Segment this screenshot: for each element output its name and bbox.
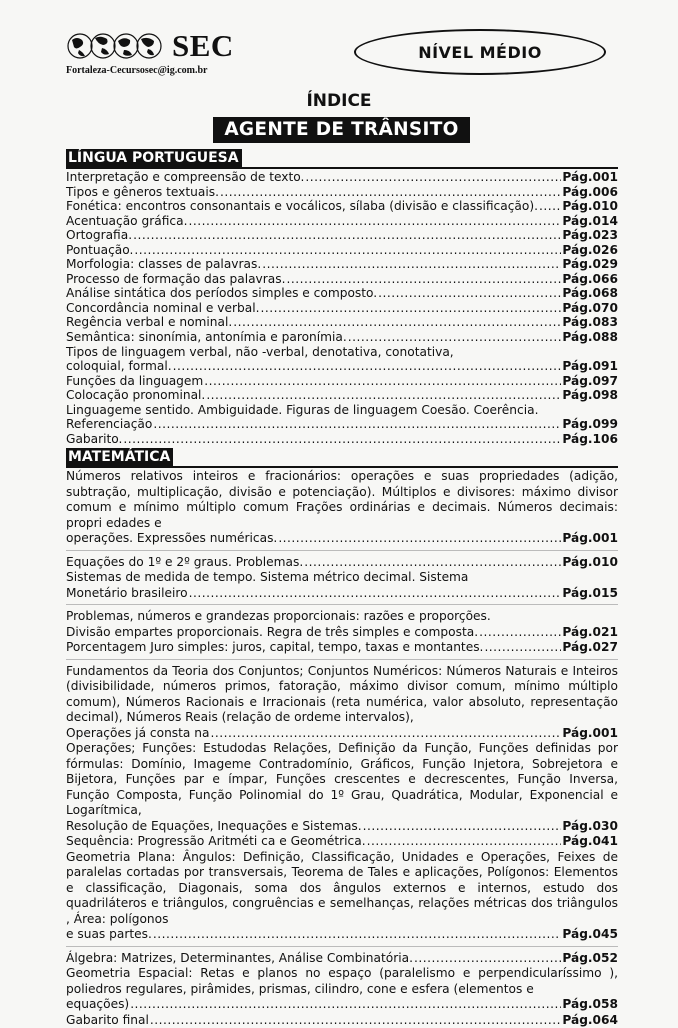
toc-entry: Pontuação. ..... Pág.026 xyxy=(66,243,618,258)
toc-text: Tipos de linguagem verbal, não -verbal, denotativa, conotativa, xyxy=(66,344,454,359)
toc-text: Linguageme sentido. Ambiguidade. Figuras de linguagem Coesão. Coerência. xyxy=(66,402,539,417)
toc-entry: Semântica: sinonímia, antonímia e paronímia. ..... Pág.088 xyxy=(66,330,618,345)
page-header xyxy=(0,0,678,90)
exam-title: AGENTE DE TRÂNSITO xyxy=(213,117,470,143)
section-title-math: MATEMÁTICA xyxy=(66,448,173,466)
brand-name: SEC xyxy=(172,28,234,63)
toc-entry: Processo de formação das palavras. ..... Pág.066 xyxy=(66,272,618,287)
toc-entry: Colocação pronominal. ..... Pág.098 xyxy=(66,388,618,403)
toc-paragraph: Fundamentos da Teoria dos Conjuntos; Conjuntos Numéricos: Números Naturais e Inteiros (divisibilidade, números primos, fatoração, máximo divisor comum, mínimo múltiplo comum), Números Racionais e Irracionais (reta numérica, valor absoluto, representação decimal), Números Reais (relação de ordeme intervalos), Operações já consta na ..... Pág.001 xyxy=(66,664,618,742)
toc-entry: Tipos e gêneros textuais. ..... Pág.006 xyxy=(66,185,618,200)
toc-entry: Interpretação e compreensão de texto. ..... Pág.001 xyxy=(66,170,618,185)
toc-paragraph: Operações; Funções: Estudodas Relações, Definição da Função, Funções definidas por fórmulas: Domínio, Imageme Contradomínio, Gráficos, Função Injetora, Sobrejetora e Bijetora, Funções par e ímpar, Funções crescentes e decrescentes, Função Inversa, Função Composta, Função Polinomial do 1º Grau, Quadrática, Modular, Exponencial e Logarítmica, Resolução de Equações, Inequações e Sistemas. ..... Pág.030 Sequência: Progressão Aritméti ca e Geométrica. ..... Pág.041 xyxy=(66,741,618,850)
toc-paragraph: Problemas, números e grandezas proporcionais: razões e proporções. Divisão empartes proporcionais. Regra de três simples e composta. ..... Pág.021 Porcentagem Juro simples: juros, capital, tempo, taxas e montantes. ..... Pág.027 xyxy=(66,609,618,656)
level-label: NÍVEL MÉDIO xyxy=(418,42,542,62)
toc-entry: Concordância nominal e verbal. ..... Pág.070 xyxy=(66,301,618,316)
contact-email: Fortaleza-Cecursosec@ig.com.br xyxy=(66,65,208,76)
toc-entry: Acentuação gráfica. ..... Pág.014 xyxy=(66,214,618,229)
section-rule xyxy=(66,167,618,169)
toc-entry: Análise sintática dos períodos simples e composto. ..... Pág.068 xyxy=(66,286,618,301)
divider xyxy=(66,946,618,947)
index-title: ÍNDICE xyxy=(306,91,372,111)
divider xyxy=(66,604,618,605)
toc-entry: Ortografia. ..... Pág.023 xyxy=(66,228,618,243)
globes-logo-icon xyxy=(66,28,176,64)
toc-entry: Funções da linguagem ..... Pág.097 xyxy=(66,374,618,389)
toc-paragraph: Geometria Espacial: Retas e planos no espaço (paralelismo e perpendicularíssimo ), poliedros regulares, pirâmides, prismas, cilindro, cone e esfera (elementos e equações) ..... Pág.058 Gabarito final ..... Pág.064 xyxy=(66,966,618,1028)
toc-paragraph: Geometria Plana: Ângulos: Definição, Classificação, Unidades e Operações, Feixes de paralelas cortadas por transversais, Teorema de Tales e aplicações, Polígonos: Elementos e classificação, Diagonais, soma dos ângulos externos e internos, estudo dos quadriláteros e triângulos, congruências e semelhanças, relações métricas dos triângulos , Área: polígonos e suas partes. ..... Pág.045 xyxy=(66,850,618,943)
section-title-portuguese: LÍNGUA PORTUGUESA xyxy=(66,149,242,167)
level-badge xyxy=(354,29,606,75)
divider xyxy=(66,659,618,660)
toc-entry: Morfologia: classes de palavras. ..... Pág.029 xyxy=(66,257,618,272)
toc-paragraph: Álgebra: Matrizes, Determinantes, Análise Combinatória. ..... Pág.052 xyxy=(66,951,618,967)
toc-paragraph: Sistemas de medida de tempo. Sistema métrico decimal. Sistema Monetário brasileiro ..... Pág.015 xyxy=(66,570,618,601)
index-content xyxy=(66,147,618,1028)
toc-entry: Regência verbal e nominal. ..... Pág.083 xyxy=(66,315,618,330)
toc-paragraph: Números relativos inteiros e fracionários: operações e suas propriedades (adição, subtração, multiplicação, divisão e potenciação). Múltiplos e divisores: máximo divisor comum e mínimo múltiplo comum Frações ordinárias e decimais. Números decimais: propri edades e operações. Expressões numéricas. ..... Pág.001 xyxy=(66,469,618,547)
toc-entry: Referenciação ..... Pág.099 xyxy=(66,417,618,432)
toc-entry: coloquial, formal. ..... Pág.091 xyxy=(66,359,618,374)
section-rule xyxy=(66,466,618,468)
divider xyxy=(66,550,618,551)
toc-entry: Gabarito. ..... Pág.106 xyxy=(66,432,618,447)
toc-entry: Fonética: encontros consonantais e vocálicos, sílaba (divisão e classificação). ..... Pág.010 xyxy=(66,199,618,214)
toc-paragraph: Equações do 1º e 2º graus. Problemas. ..... Pág.010 xyxy=(66,555,618,571)
